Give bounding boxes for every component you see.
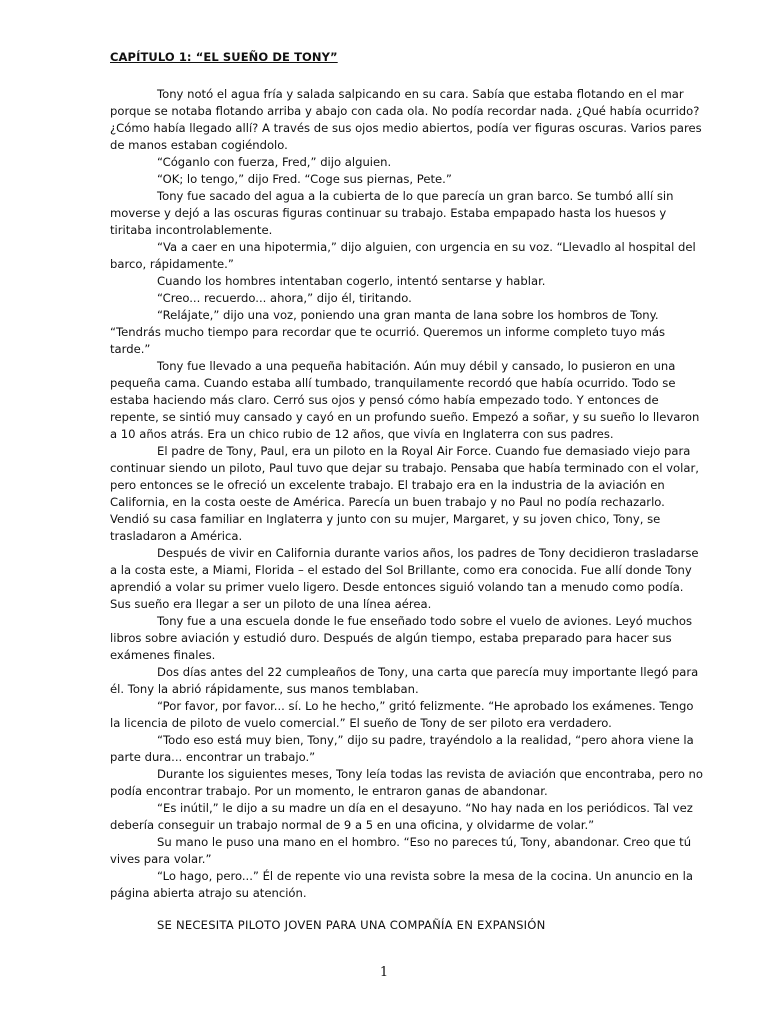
paragraph: Después de vivir en California durante varios años, los padres de Tony decidieron trasladarse a la costa este, a Miami, Florida – el estado del Sol Brillante, como era conocida. Fue allí donde Tony aprendió a volar su primer vuelo ligero. Desde entonces siguió volando tan a menudo como podía. Sus sueño era llegar a ser un piloto de una línea aérea. xyxy=(110,546,699,611)
paragraph: Tony notó el agua fría y salada salpicando en su cara. Sabía que estaba flotando en el mar porque se notaba flotando arriba y abajo con cada ola. No podía recordar nada. ¿Qué había ocurrido? ¿Cómo había llegado allí? A través de sus ojos medio abiertos, podía ver figuras oscuras. Varios pares de manos estaban cogiéndolo. xyxy=(110,87,702,152)
paragraph: “Todo eso está muy bien, Tony,” dijo su padre, trayéndolo a la realidad, “pero ahora viene la parte dura... encontrar un trabajo.” xyxy=(110,733,694,764)
paragraph: “Es inútil,” le dijo a su madre un día en el desayuno. “No hay nada en los periódicos. Tal vez debería conseguir un trabajo normal de 9 a 5 en una oficina, y olvidarme de volar.” xyxy=(110,801,693,832)
chapter-title: CAPÍTULO 1: “EL SUEÑO DE TONY” xyxy=(110,50,338,64)
paragraph: “Va a caer en una hipotermia,” dijo alguien, con urgencia en su voz. “Llevadlo al hospital del barco, rápidamente.” xyxy=(110,240,696,271)
paragraph: Tony fue sacado del agua a la cubierta de lo que parecía un gran barco. Se tumbó allí sin moverse y dejó a las oscuras figuras continuar su trabajo. Estaba empapado hasta los huesos y tiritaba incontrolablemente. xyxy=(110,189,674,237)
paragraph: Durante los siguientes meses, Tony leía todas las revista de aviación que encontraba, pero no podía encontrar trabajo. Por un momento, le entraron ganas de abandonar. xyxy=(110,767,703,798)
paragraph: Dos días antes del 22 cumpleaños de Tony, una carta que parecía muy importante llegó para él. Tony la abrió rápidamente, sus manos temblaban. xyxy=(110,665,699,696)
paragraph: Tony fue llevado a una pequeña habitación. Aún muy débil y cansado, lo pusieron en una pequeña cama. Cuando estaba allí tumbado, tranquilamente recordó que había ocurrido. Todo se estaba haciendo más claro. Cerró sus ojos y pensó cómo había empezado todo. Y entonces de repente, se sintió muy cansado y cayó en un profundo sueño. Empezó a soñar, y su sueño lo llevaron a 10 años atrás. Era un chico rubio de 12 años, que vivía en Inglaterra con sus padres. xyxy=(110,359,700,441)
paragraph: “Cóganlo con fuerza, Fred,” dijo alguien. xyxy=(157,155,392,169)
paragraph: “Relájate,” dijo una voz, poniendo una gran manta de lana sobre los hombros de Tony. “Tendrás mucho tiempo para recordar que te ocurrió. Queremos un informe completo tuyo más tarde.” xyxy=(110,308,666,356)
document-page xyxy=(110,50,704,934)
paragraph: Tony fue a una escuela donde le fue enseñado todo sobre el vuelo de aviones. Leyó muchos libros sobre aviación y estudió duro. Después de algún tiempo, estaba preparado para hacer sus exámenes finales. xyxy=(110,614,693,662)
paragraph: Cuando los hombres intentaban cogerlo, intentó sentarse y hablar. xyxy=(157,274,546,288)
body-text xyxy=(110,86,704,902)
page-number: 1 xyxy=(379,965,389,980)
paragraph: “Creo... recuerdo... ahora,” dijo él, tiritando. xyxy=(157,291,412,305)
paragraph: “Por favor, por favor... sí. Lo he hecho,” gritó felizmente. “He aprobado los exámenes. Tengo la licencia de piloto de vuelo comercial.” El sueño de Tony de ser piloto era verdadero. xyxy=(110,699,694,730)
paragraph: “Lo hago, pero...” Él de repente vio una revista sobre la mesa de la cocina. Un anuncio en la página abierta atrajo su atención. xyxy=(110,869,694,900)
paragraph: “OK; lo tengo,” dijo Fred. “Coge sus piernas, Pete.” xyxy=(157,172,452,186)
paragraph: Su mano le puso una mano en el hombro. “Eso no pareces tú, Tony, abandonar. Creo que tú vives para volar.” xyxy=(110,835,692,866)
advertisement-heading: SE NECESITA PILOTO JOVEN PARA UNA COMPAÑÍA EN EXPANSIÓN xyxy=(157,918,546,932)
paragraph: El padre de Tony, Paul, era un piloto en la Royal Air Force. Cuando fue demasiado viejo para continuar siendo un piloto, Paul tuvo que dejar su trabajo. Pensaba que había terminado con el volar, pero entonces se le ofreció un excelente trabajo. El trabajo era en la industria de la aviación en California, en la costa oeste de América. Parecía un buen trabajo y no Paul no podía rechazarlo. Vendió su casa familiar en Inglaterra y junto con su mujer, Margaret, y su joven chico, Tony, se trasladaron a América. xyxy=(110,444,699,543)
